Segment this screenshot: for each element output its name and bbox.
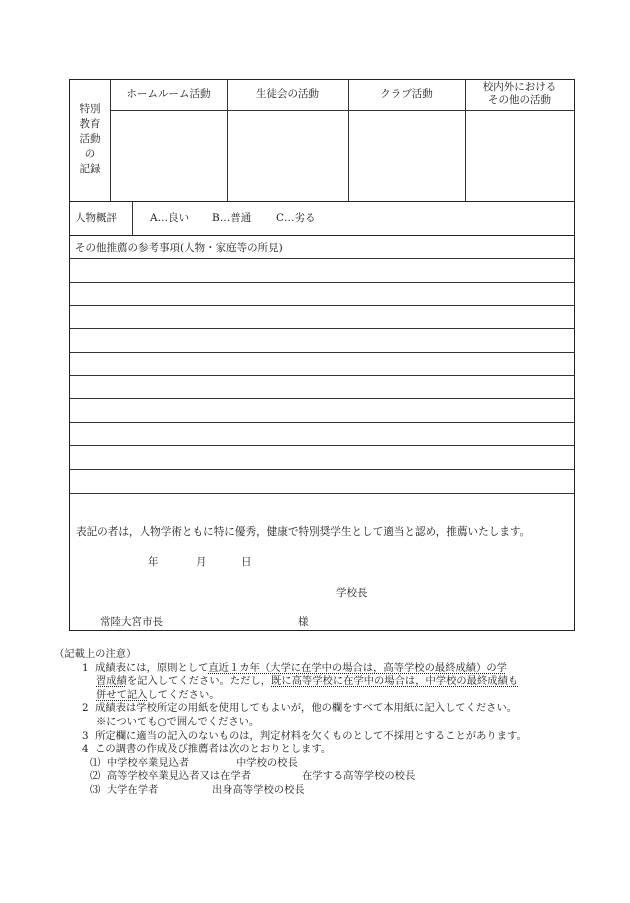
notes-section (54, 648, 570, 798)
club-field[interactable] (349, 111, 465, 200)
remarks-line (70, 493, 574, 494)
homeroom-field[interactable] (111, 111, 227, 200)
remarks-label: その他推薦の参考事項(人物・家庭等の所見) (75, 242, 283, 254)
note-1: 1 成績表には，原則として直近１カ年（大学に在学中の場合は，高等学校の最終成績）の学 (82, 661, 507, 674)
note-4-item-1: ⑴ 中学校卒業見込者 中学校の校長 (90, 756, 298, 769)
honorific-label: 様 (298, 616, 309, 628)
note-1-cont2: 併せて記入してください。 (96, 688, 220, 701)
note-4-item-3: ⑶ 大学在学者 出身高等学校の校長 (90, 783, 305, 796)
principal-label: 学校長 (336, 587, 368, 599)
header-club: クラブ活動 (380, 88, 433, 100)
remarks-field[interactable] (70, 259, 574, 492)
note-4-item-2: ⑵ 高等学校卒業見込者又は在学者 在学する高等学校の校長 (90, 770, 416, 783)
header-homeroom: ホームルーム活動 (126, 88, 211, 100)
divider (70, 201, 574, 202)
month-label: 月 (196, 556, 207, 568)
note-2-cont: ※についても○で囲んでください。 (96, 715, 260, 728)
character-option-c[interactable]: C…劣る (276, 212, 316, 224)
note-1-cont: 習成績を記入してください。ただし，既に高等学校に在学中の場合は，中学校の最終成績も (96, 675, 519, 688)
header-other-activities: 校内外における その他の活動 (482, 81, 557, 107)
mayor-label: 常陸大宮市長 (100, 616, 163, 628)
note-4: 4 この調書の作成及び推薦者は次のとおりとします。 (82, 743, 332, 756)
other-activities-field[interactable] (466, 111, 574, 200)
note-3: 3 所定欄に適当の記入のないものは，判定材料を欠くものとして不採用とすることがあります。 (82, 729, 527, 742)
character-option-a[interactable]: A…良い (150, 212, 190, 224)
note-2: 2 成績表は学校所定の用紙を使用してもよいが，他の欄をすべて本用紙に記入してください。 (82, 702, 518, 715)
divider (132, 201, 133, 235)
divider (70, 235, 574, 236)
recommendation-form (69, 79, 575, 631)
header-student-council: 生徒会の活動 (256, 88, 319, 100)
character-label: 人物概評 (75, 212, 117, 224)
year-label: 年 (148, 556, 159, 568)
student-council-field[interactable] (228, 111, 348, 200)
certification-statement: 表記の者は，人物学術ともに特に優秀，健康で特別奨学生として適当と認め，推薦いたします。 (76, 526, 531, 538)
notes-title: （記載上の注意） (54, 648, 137, 660)
activity-record-label: 特別 教育 活動 の 記録 (79, 103, 101, 175)
character-option-b[interactable]: B…普通 (212, 212, 252, 224)
day-label: 日 (241, 556, 252, 568)
